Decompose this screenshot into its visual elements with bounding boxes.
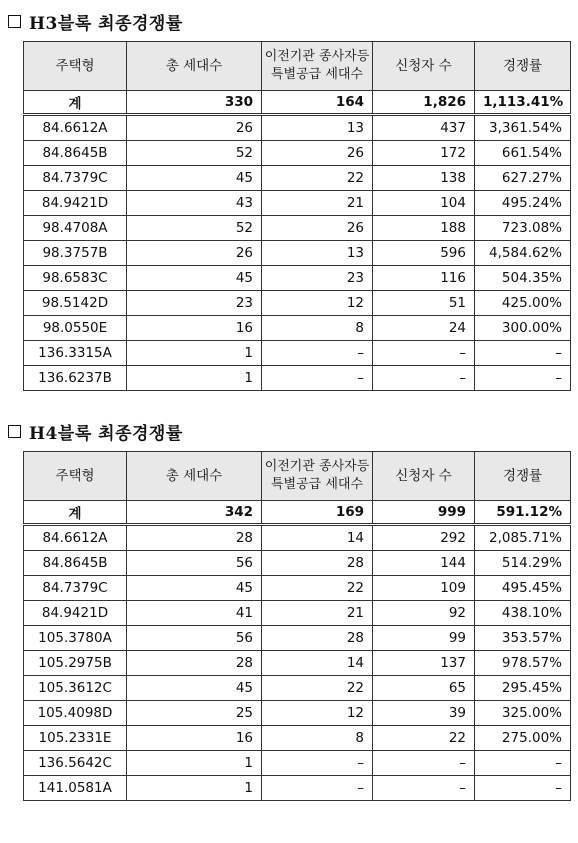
table-row: [24, 551, 571, 576]
cell-rate: 438.10%: [475, 601, 571, 626]
header-special-line2: 특별공급 세대수: [270, 67, 364, 82]
cell-type: 84.7379C: [24, 576, 127, 601]
cell-applicants: 292: [373, 525, 475, 551]
total-applicants: 999: [373, 501, 475, 525]
cell-rate: 295.45%: [475, 676, 571, 701]
table-row: [24, 216, 571, 241]
cell-households: 1: [127, 341, 262, 366]
cell-type: 84.8645B: [24, 551, 127, 576]
cell-applicants: 104: [373, 191, 475, 216]
cell-rate: –: [475, 776, 571, 801]
cell-households: 41: [127, 601, 262, 626]
cell-applicants: 116: [373, 266, 475, 291]
cell-rate: 661.54%: [475, 141, 571, 166]
cell-applicants: 22: [373, 726, 475, 751]
cell-rate: –: [475, 341, 571, 366]
cell-rate: 495.24%: [475, 191, 571, 216]
header-households: 총 세대수: [127, 452, 262, 501]
cell-households: 1: [127, 776, 262, 801]
header-rate: 경쟁률: [475, 452, 571, 501]
cell-rate: 514.29%: [475, 551, 571, 576]
cell-rate: 325.00%: [475, 701, 571, 726]
cell-households: 45: [127, 166, 262, 191]
cell-applicants: 65: [373, 676, 475, 701]
total-rate: 1,113.41%: [475, 91, 571, 115]
h3-title-text: H3블록 최종경쟁률: [29, 13, 183, 34]
cell-households: 28: [127, 651, 262, 676]
cell-type: 98.5142D: [24, 291, 127, 316]
cell-special: 26: [262, 141, 373, 166]
cell-applicants: –: [373, 751, 475, 776]
cell-applicants: 138: [373, 166, 475, 191]
cell-applicants: 109: [373, 576, 475, 601]
cell-households: 45: [127, 576, 262, 601]
cell-type: 105.3780A: [24, 626, 127, 651]
table-row: [24, 166, 571, 191]
table-row: [24, 726, 571, 751]
cell-rate: 627.27%: [475, 166, 571, 191]
cell-type: 141.0581A: [24, 776, 127, 801]
cell-households: 28: [127, 525, 262, 551]
checkbox-icon: [8, 425, 21, 438]
cell-households: 25: [127, 701, 262, 726]
checkbox-icon: [8, 15, 21, 28]
table-row: [24, 316, 571, 341]
cell-special: 13: [262, 115, 373, 141]
h4-competition-table: [23, 451, 571, 801]
total-special: 164: [262, 91, 373, 115]
cell-rate: 504.35%: [475, 266, 571, 291]
table-row: [24, 751, 571, 776]
h4-section-title: [8, 419, 183, 443]
total-label: 계: [24, 91, 127, 115]
header-special: [262, 42, 373, 91]
total-households: 330: [127, 91, 262, 115]
table-row: [24, 366, 571, 391]
table-row: [24, 341, 571, 366]
cell-applicants: –: [373, 776, 475, 801]
cell-special: 22: [262, 676, 373, 701]
cell-special: 21: [262, 191, 373, 216]
cell-households: 45: [127, 676, 262, 701]
cell-special: 12: [262, 701, 373, 726]
cell-type: 105.2975B: [24, 651, 127, 676]
cell-type: 136.3315A: [24, 341, 127, 366]
cell-special: 22: [262, 166, 373, 191]
table-row: [24, 601, 571, 626]
cell-applicants: 188: [373, 216, 475, 241]
cell-type: 105.3612C: [24, 676, 127, 701]
cell-applicants: –: [373, 366, 475, 391]
cell-rate: 4,584.62%: [475, 241, 571, 266]
cell-applicants: 172: [373, 141, 475, 166]
header-type: 주택형: [24, 42, 127, 91]
cell-rate: 300.00%: [475, 316, 571, 341]
cell-type: 105.2331E: [24, 726, 127, 751]
cell-special: 14: [262, 651, 373, 676]
cell-rate: 275.00%: [475, 726, 571, 751]
cell-applicants: 24: [373, 316, 475, 341]
cell-special: 13: [262, 241, 373, 266]
table-row: [24, 676, 571, 701]
cell-rate: 723.08%: [475, 216, 571, 241]
cell-applicants: 92: [373, 601, 475, 626]
cell-rate: –: [475, 366, 571, 391]
cell-special: 26: [262, 216, 373, 241]
h4-title-text: H4블록 최종경쟁률: [29, 423, 183, 444]
table-row: [24, 525, 571, 551]
cell-households: 52: [127, 216, 262, 241]
table-row: [24, 241, 571, 266]
cell-applicants: 99: [373, 626, 475, 651]
total-row: [24, 501, 571, 525]
total-applicants: 1,826: [373, 91, 475, 115]
header-type: 주택형: [24, 452, 127, 501]
cell-rate: 495.45%: [475, 576, 571, 601]
total-row: [24, 91, 571, 115]
total-label: 계: [24, 501, 127, 525]
cell-special: –: [262, 751, 373, 776]
table-row: [24, 191, 571, 216]
table-row: [24, 701, 571, 726]
cell-applicants: 39: [373, 701, 475, 726]
cell-special: 22: [262, 576, 373, 601]
cell-households: 23: [127, 291, 262, 316]
cell-special: 8: [262, 316, 373, 341]
header-special-line1: 이전기관 종사자등: [264, 49, 370, 64]
cell-special: 12: [262, 291, 373, 316]
cell-type: 136.6237B: [24, 366, 127, 391]
table-row: [24, 776, 571, 801]
cell-households: 1: [127, 366, 262, 391]
table-row: [24, 576, 571, 601]
cell-households: 52: [127, 141, 262, 166]
table-row: [24, 115, 571, 141]
cell-applicants: 137: [373, 651, 475, 676]
cell-households: 16: [127, 726, 262, 751]
cell-rate: 3,361.54%: [475, 115, 571, 141]
cell-households: 45: [127, 266, 262, 291]
header-special: [262, 452, 373, 501]
table-row: [24, 626, 571, 651]
cell-applicants: 51: [373, 291, 475, 316]
cell-special: –: [262, 776, 373, 801]
header-households: 총 세대수: [127, 42, 262, 91]
h3-competition-table: [23, 41, 571, 391]
cell-type: 84.6612A: [24, 525, 127, 551]
cell-type: 98.4708A: [24, 216, 127, 241]
cell-special: 14: [262, 525, 373, 551]
cell-type: 98.0550E: [24, 316, 127, 341]
cell-type: 84.7379C: [24, 166, 127, 191]
cell-households: 43: [127, 191, 262, 216]
header-special-line1: 이전기관 종사자등: [264, 459, 370, 474]
cell-special: –: [262, 341, 373, 366]
header-applicants: 신청자 수: [373, 452, 475, 501]
cell-rate: 353.57%: [475, 626, 571, 651]
header-special-line2: 특별공급 세대수: [270, 477, 364, 492]
header-rate: 경쟁률: [475, 42, 571, 91]
cell-applicants: 596: [373, 241, 475, 266]
cell-type: 136.5642C: [24, 751, 127, 776]
table-header-row: [24, 42, 571, 91]
header-applicants: 신청자 수: [373, 42, 475, 91]
cell-applicants: 144: [373, 551, 475, 576]
cell-special: 21: [262, 601, 373, 626]
cell-type: 84.8645B: [24, 141, 127, 166]
cell-type: 84.9421D: [24, 191, 127, 216]
h3-section-title: [8, 9, 183, 33]
cell-type: 84.6612A: [24, 115, 127, 141]
cell-rate: 425.00%: [475, 291, 571, 316]
cell-special: –: [262, 366, 373, 391]
cell-rate: 978.57%: [475, 651, 571, 676]
cell-rate: 2,085.71%: [475, 525, 571, 551]
table-row: [24, 266, 571, 291]
cell-special: 28: [262, 626, 373, 651]
total-rate: 591.12%: [475, 501, 571, 525]
cell-rate: –: [475, 751, 571, 776]
cell-type: 98.3757B: [24, 241, 127, 266]
cell-type: 84.9421D: [24, 601, 127, 626]
cell-households: 26: [127, 241, 262, 266]
cell-applicants: –: [373, 341, 475, 366]
cell-special: 8: [262, 726, 373, 751]
table-row: [24, 141, 571, 166]
cell-applicants: 437: [373, 115, 475, 141]
total-special: 169: [262, 501, 373, 525]
table-header-row: [24, 452, 571, 501]
cell-type: 98.6583C: [24, 266, 127, 291]
cell-households: 26: [127, 115, 262, 141]
cell-special: 28: [262, 551, 373, 576]
cell-type: 105.4098D: [24, 701, 127, 726]
cell-households: 16: [127, 316, 262, 341]
table-row: [24, 291, 571, 316]
table-row: [24, 651, 571, 676]
cell-special: 23: [262, 266, 373, 291]
cell-households: 1: [127, 751, 262, 776]
cell-households: 56: [127, 551, 262, 576]
total-households: 342: [127, 501, 262, 525]
cell-households: 56: [127, 626, 262, 651]
